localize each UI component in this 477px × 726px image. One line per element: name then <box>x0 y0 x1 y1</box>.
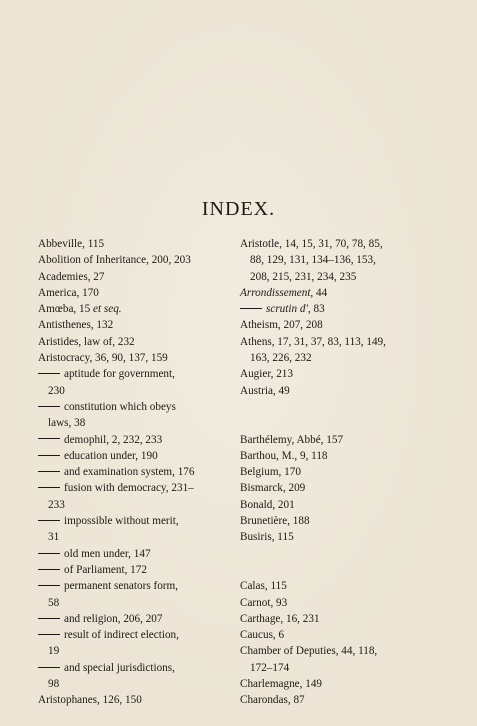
index-entry-text: Amœba, 15 <box>38 303 91 316</box>
index-entry-continuation <box>38 497 220 513</box>
index-entry-text: America, 170 <box>38 286 99 299</box>
index-entry-continuation <box>38 383 220 399</box>
index-entry-text: and religion, 206, 207 <box>64 612 163 625</box>
index-entry-text: education under, 190 <box>64 449 158 462</box>
index-entry <box>38 660 220 676</box>
index-gap <box>240 399 422 415</box>
index-entry-text: old men under, 147 <box>64 547 151 560</box>
index-entry-continuation <box>38 676 220 692</box>
index-entry <box>38 399 220 415</box>
index-entry-text: Caucus, 6 <box>240 629 285 642</box>
index-entry <box>38 546 220 562</box>
dash-rule <box>38 455 60 456</box>
dash-rule <box>38 618 60 619</box>
index-gap <box>240 562 422 578</box>
index-entry <box>240 317 422 333</box>
index-entry-text: Busiris, 115 <box>240 531 294 544</box>
index-entry <box>38 480 220 496</box>
index-entry-text: 19 <box>48 645 60 658</box>
index-entry-text: Aristides, law of, 232 <box>38 335 135 348</box>
index-entry <box>38 236 220 252</box>
index-entry <box>38 285 220 301</box>
dash-rule <box>38 471 60 472</box>
index-entry <box>240 448 422 464</box>
index-entry <box>240 334 422 350</box>
index-entry <box>240 611 422 627</box>
index-entry-text: Carnot, 93 <box>240 596 288 609</box>
index-column-right <box>240 236 422 709</box>
index-entry <box>240 643 422 659</box>
index-entry <box>38 366 220 382</box>
index-entry <box>240 301 422 317</box>
index-entry-text: Abbeville, 115 <box>38 238 105 250</box>
index-entry-text: Brunetière, 188 <box>240 515 310 528</box>
index-entry-text: constitution which obeys <box>64 400 176 413</box>
index-entry-continuation <box>240 660 422 676</box>
index-entry <box>240 676 422 692</box>
index-entry <box>38 627 220 643</box>
index-entry-text: Chamber of Deputies, 44, 118, <box>240 645 378 658</box>
index-entry <box>38 562 220 578</box>
index-entry-text: impossible without merit, <box>64 515 179 528</box>
dash-rule <box>240 308 262 309</box>
index-entry-text: demophil, 2, 232, 233 <box>64 433 163 446</box>
index-entry-text: 172–174 <box>250 661 290 674</box>
index-entry-text: Barthou, M., 9, 118 <box>240 449 328 462</box>
index-entry <box>38 432 220 448</box>
index-entry-italic-suffix: et seq. <box>90 303 122 316</box>
index-entry <box>38 334 220 350</box>
index-entry-text: 58 <box>48 596 60 609</box>
index-entry <box>240 366 422 382</box>
index-entry <box>38 350 220 366</box>
index-entry-text: 88, 129, 131, 134–136, 153, <box>250 254 376 267</box>
dash-rule <box>38 520 60 521</box>
index-entry <box>38 301 220 317</box>
index-entry-text: Aristotle, 14, 15, 31, 70, 78, 85, <box>240 238 383 250</box>
index-entry-text: of Parliament, 172 <box>64 563 147 576</box>
index-entry-text: Charlemagne, 149 <box>240 678 323 691</box>
index-entry-text: 98 <box>48 678 60 691</box>
page-title: INDEX. <box>201 198 276 220</box>
dash-rule <box>38 585 60 586</box>
index-entry-continuation <box>38 529 220 545</box>
index-entry-text: scrutin d', 83 <box>266 303 325 316</box>
index-entry <box>38 578 220 594</box>
index-entry-text: Bismarck, 209 <box>240 482 306 495</box>
index-entry <box>240 236 422 252</box>
index-entry <box>38 692 220 708</box>
index-entry-text: and special jurisdictions, <box>64 661 175 674</box>
index-entry-text: Bonald, 201 <box>240 498 295 511</box>
index-entry-text: Charondas, 87 <box>240 694 305 707</box>
dash-rule <box>38 487 60 488</box>
index-entry-text: permanent senators form, <box>64 580 179 593</box>
index-gap <box>240 546 422 562</box>
index-entry-text: Aristophanes, 126, 150 <box>38 694 142 707</box>
index-entry <box>240 432 422 448</box>
index-entry-text: Athens, 17, 31, 37, 83, 113, 149, <box>240 335 386 348</box>
dash-rule <box>38 373 60 374</box>
dash-rule <box>38 438 60 439</box>
index-entry-text: 163, 226, 232 <box>250 352 312 365</box>
index-entry-text: aptitude for government, <box>64 368 175 381</box>
index-entry-continuation <box>38 643 220 659</box>
index-entry-text: Calas, 115 <box>240 580 287 593</box>
index-entry-text: 233 <box>48 498 65 511</box>
index-entry-continuation <box>240 269 422 285</box>
index-entry <box>38 317 220 333</box>
index-entry <box>38 252 220 268</box>
dash-rule <box>38 667 60 668</box>
index-entry <box>240 285 422 301</box>
index-entry-text: Barthélemy, Abbé, 157 <box>240 433 344 446</box>
index-entry-text: Augier, 213 <box>240 368 293 381</box>
dash-rule <box>38 634 60 635</box>
index-entry <box>240 480 422 496</box>
index-entry-text: 208, 215, 231, 234, 235 <box>250 270 357 283</box>
index-entry <box>240 692 422 708</box>
dash-rule <box>38 569 60 570</box>
index-entry-text: and examination system, 176 <box>64 466 195 479</box>
index-entry <box>38 464 220 480</box>
index-entry-text: Antisthenes, 132 <box>38 319 114 332</box>
index-entry <box>240 595 422 611</box>
index-entry <box>240 578 422 594</box>
index-entry <box>38 448 220 464</box>
index-entry <box>240 497 422 513</box>
index-entry-text: Academies, 27 <box>38 270 105 283</box>
index-entry-continuation <box>240 252 422 268</box>
index-entry-text: Aristocracy, 36, 90, 137, 159 <box>38 352 168 365</box>
index-entry <box>38 513 220 529</box>
index-entry-text: fusion with democracy, 231– <box>64 482 194 495</box>
index-entry-text: laws, 38 <box>48 417 86 430</box>
index-entry-text: Austria, 49 <box>240 384 290 397</box>
dash-rule <box>38 553 60 554</box>
index-entry <box>240 464 422 480</box>
index-entry-text: result of indirect election, <box>64 629 179 642</box>
index-entry-continuation <box>38 595 220 611</box>
index-entry-text: Atheism, 207, 208 <box>240 319 323 332</box>
index-entry <box>240 513 422 529</box>
index-entry <box>240 627 422 643</box>
index-entry-text: Abolition of Inheritance, 200, 203 <box>38 254 191 267</box>
index-entry <box>38 611 220 627</box>
index-entry <box>240 529 422 545</box>
index-entry-continuation <box>38 415 220 431</box>
index-entry <box>38 269 220 285</box>
dash-rule <box>38 406 60 407</box>
index-entry <box>240 383 422 399</box>
index-entry-text: Belgium, 170 <box>240 466 301 479</box>
index-entry-text: Carthage, 16, 231 <box>240 612 320 625</box>
index-gap <box>240 415 422 431</box>
index-column-left <box>38 236 220 709</box>
index-entry-text: 230 <box>48 384 65 397</box>
index-entry-text: 31 <box>48 531 60 544</box>
index-entry-text: Arrondissement, 44 <box>240 286 328 299</box>
index-entry-continuation <box>240 350 422 366</box>
